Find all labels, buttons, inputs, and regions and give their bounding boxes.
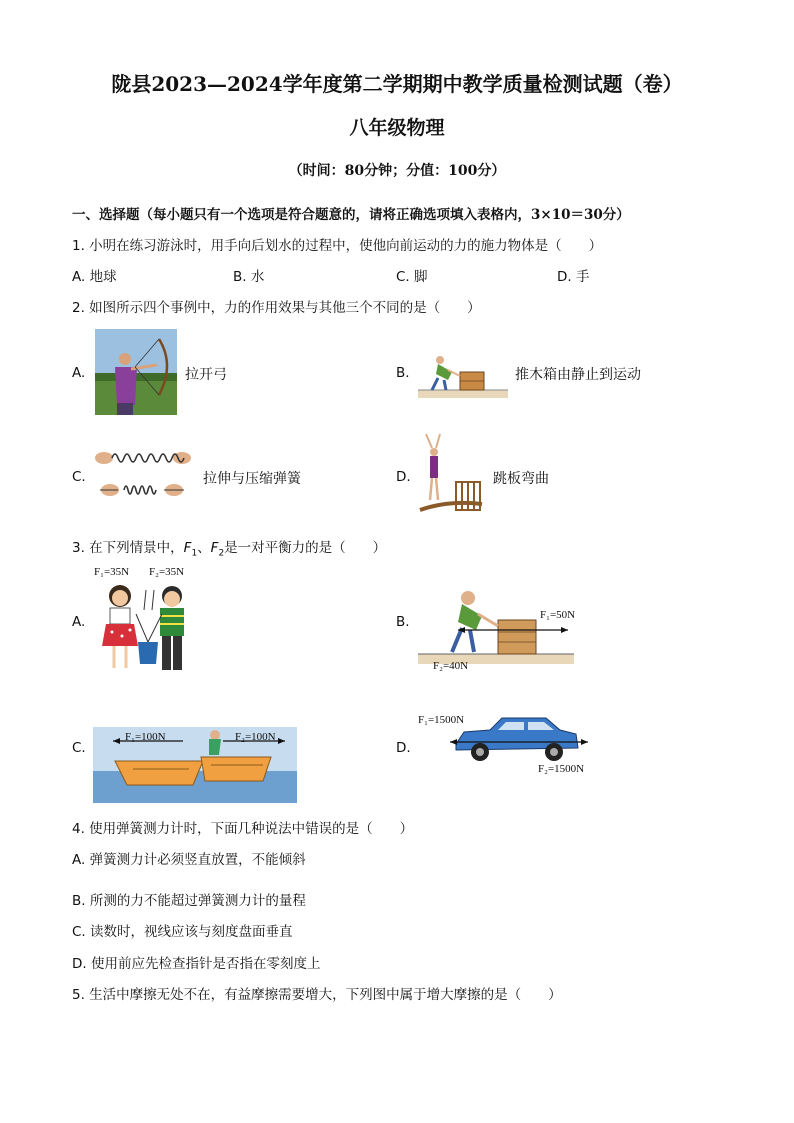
diving-board-image xyxy=(418,430,486,520)
q3a-f1-label: F₁=35N xyxy=(94,566,130,578)
q3-stem-prefix: 3. 在下列情景中， xyxy=(72,540,184,556)
page-title: 陇县2023—2024学年度第二学期期中教学质量检测试题（卷） xyxy=(111,72,683,96)
q3-f2-sub: 2 xyxy=(218,548,225,559)
page-subtitle: 八年级物理 xyxy=(349,117,445,139)
q1-option-b: B. 水 xyxy=(233,269,265,285)
q1-option-c: C. 脚 xyxy=(396,269,428,285)
q3-label-b: B. xyxy=(396,614,410,630)
q4-option-a: A. 弹簧测力计必须竖直放置，不能倾斜 xyxy=(72,852,306,868)
push-box-image xyxy=(418,350,508,400)
q3-label-a: A. xyxy=(72,614,86,630)
q2-label-b: B. xyxy=(396,365,410,381)
q3-label-d: D. xyxy=(396,740,411,756)
q3-f1-symbol: F xyxy=(183,540,192,556)
q3-f1-sub: 1 xyxy=(191,548,198,559)
q3c-f1-label: F₁=100N xyxy=(125,731,166,743)
q1-option-a: A. 地球 xyxy=(72,269,117,285)
q3-label-c: C. xyxy=(72,740,86,756)
q3b-f1-label: F₁=50N xyxy=(540,609,576,621)
q3c-f2-label: F₂=100N xyxy=(235,731,276,743)
kids-lifting-bucket-image xyxy=(94,580,194,676)
q2-caption-b: 推木箱由静止到运动 xyxy=(515,367,641,383)
time-info: （时间：80分钟；分值：100分） xyxy=(288,163,506,179)
q3-f2-symbol: F xyxy=(210,540,219,556)
q4-option-d: D. 使用前应先检查指针是否指在零刻度上 xyxy=(72,956,321,972)
spring-image xyxy=(94,448,194,502)
q1-option-d: D. 手 xyxy=(557,269,590,285)
q3d-f1-label: F₁=1500N xyxy=(418,714,465,726)
question-3-stem xyxy=(72,536,386,559)
q3b-f2-label: F₂=40N xyxy=(433,660,469,672)
q4-option-c: C. 读数时，视线应该与刻度盘面垂直 xyxy=(72,924,293,940)
push-box-forces-image xyxy=(418,584,574,668)
q3-stem-suffix: 是一对平衡力的是（ ） xyxy=(224,540,387,556)
q2-label-c: C. xyxy=(72,469,86,485)
q2-label-a: A. xyxy=(72,365,86,381)
section-heading: 一、选择题（每小题只有一个选项是符合题意的，请将正确选项填入表格内，3×10＝30分） xyxy=(72,207,630,223)
q2-label-d: D. xyxy=(396,469,411,485)
q2-caption-a: 拉开弓 xyxy=(185,367,227,383)
question-5-stem: 5. 生活中摩擦无处不在，有益摩擦需要增大，下列图中属于增大摩擦的是（ ） xyxy=(72,987,562,1003)
q4-option-b: B. 所测的力不能超过弹簧测力计的量程 xyxy=(72,893,306,909)
q3a-f2-label: F₂=35N xyxy=(149,566,185,578)
q3-sep: 、 xyxy=(197,540,211,556)
archer-image xyxy=(95,329,177,415)
question-2-stem: 2. 如图所示四个事例中，力的作用效果与其他三个不同的是（ ） xyxy=(72,300,481,316)
question-4-stem: 4. 使用弹簧测力计时，下面几种说法中错误的是（ ） xyxy=(72,821,414,837)
q2-caption-c: 拉伸与压缩弹簧 xyxy=(203,471,301,487)
q3d-f2-label: F₂=1500N xyxy=(538,763,585,775)
car-image xyxy=(450,714,592,766)
q2-caption-d: 跳板弯曲 xyxy=(493,471,549,487)
question-1-stem: 1. 小明在练习游泳时，用手向后划水的过程中，使他向前运动的力的施力物体是（ ） xyxy=(72,238,603,254)
